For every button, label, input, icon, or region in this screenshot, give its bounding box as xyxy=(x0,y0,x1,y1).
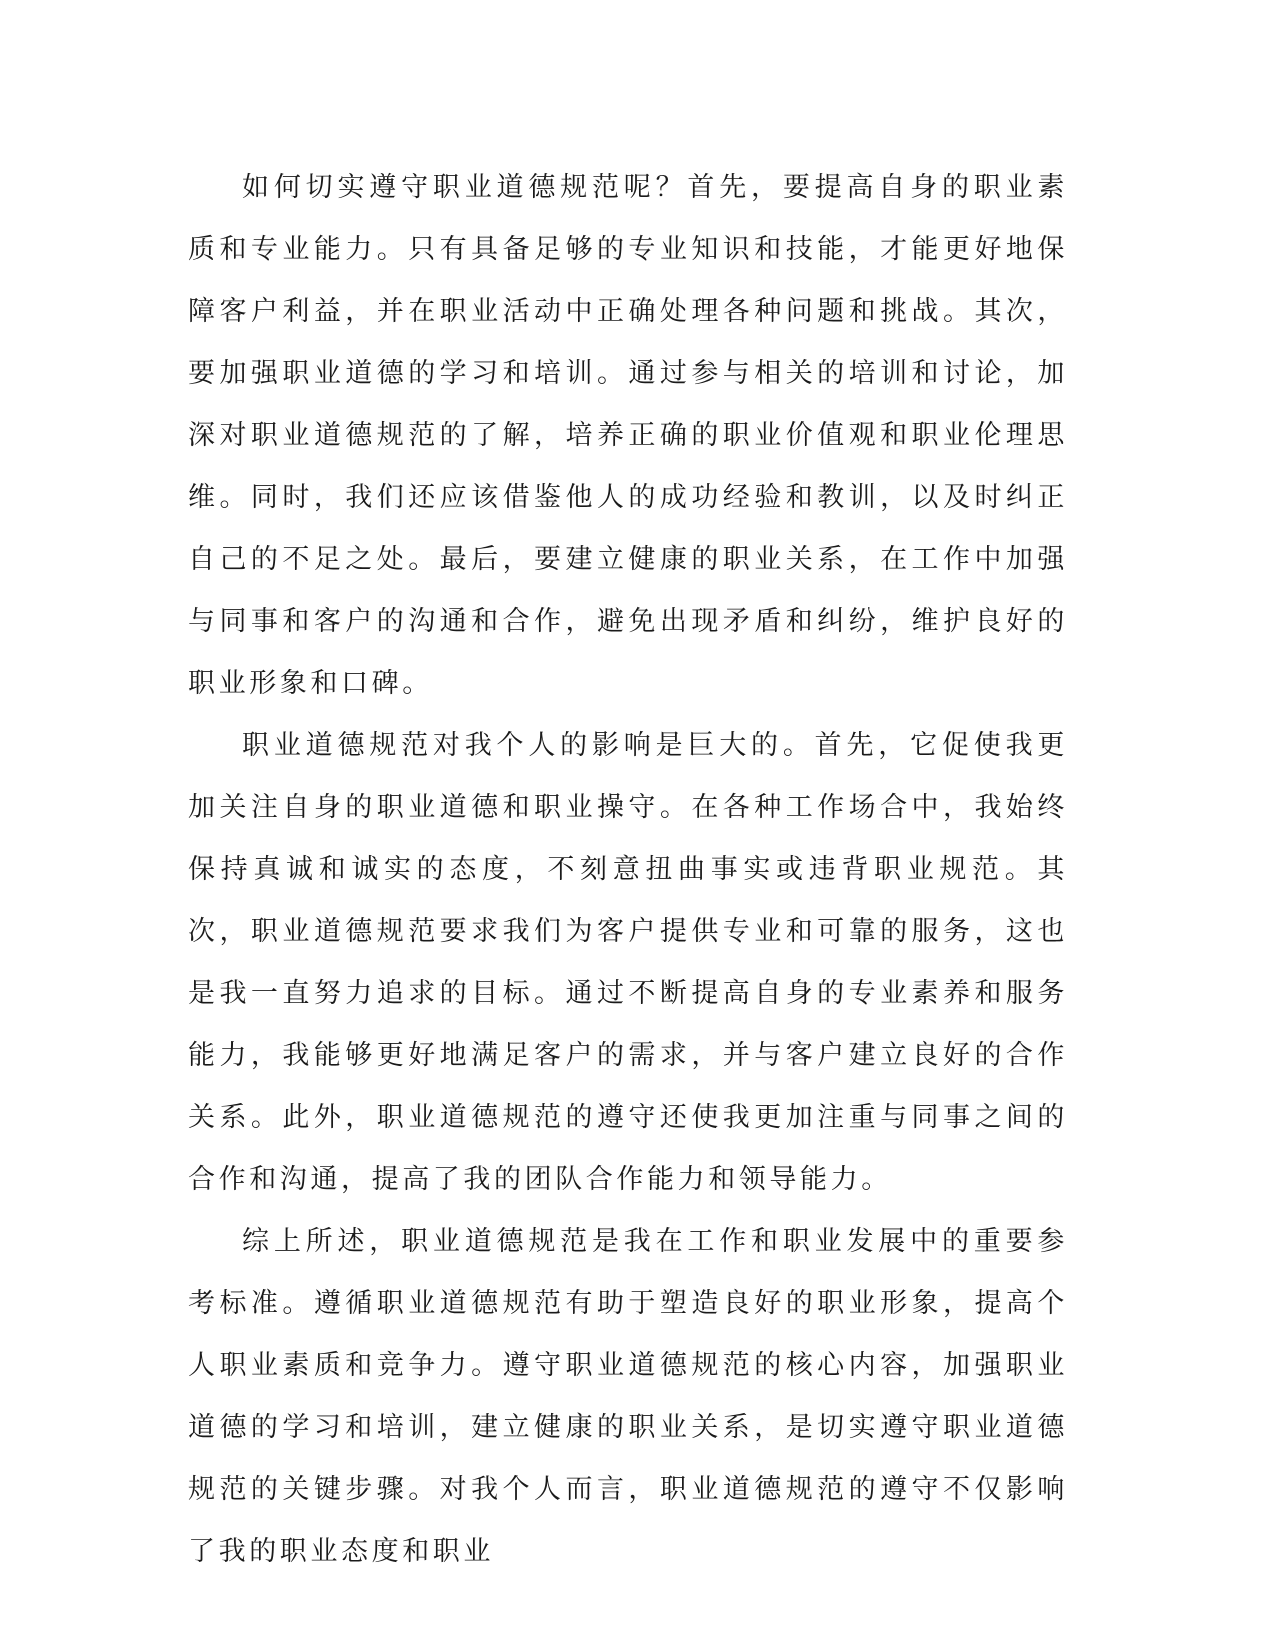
document-body xyxy=(188,157,1068,1583)
paragraph-conclusion: 综上所述，职业道德规范是我在工作和职业发展中的重要参考标准。遵循职业道德规范有助于塑造良好的职业形象，提高个人职业素质和竞争力。遵守职业道德规范的核心内容，加强职业道德的学习和培训，建立健康的职业关系，是切实遵守职业道德规范的关键步骤。对我个人而言，职业道德规范的遵守不仅影响了我的职业态度和职业 xyxy=(188,1226,1068,1567)
paragraph-personal-impact: 职业道德规范对我个人的影响是巨大的。首先，它促使我更加关注自身的职业道德和职业操守。在各种工作场合中，我始终保持真诚和诚实的态度，不刻意扭曲事实或违背职业规范。其次，职业道德规范要求我们为客户提供专业和可靠的服务，这也是我一直努力追求的目标。通过不断提高自身的专业素养和服务能力，我能够更好地满足客户的需求，并与客户建立良好的合作关系。此外，职业道德规范的遵守还使我更加注重与同事之间的合作和沟通，提高了我的团队合作能力和领导能力。 xyxy=(188,730,1068,1195)
paragraph-career-ethics-practice: 如何切实遵守职业道德规范呢？首先，要提高自身的职业素质和专业能力。只有具备足够的专业知识和技能，才能更好地保障客户利益，并在职业活动中正确处理各种问题和挑战。其次，要加强职业道德的学习和培训。通过参与相关的培训和讨论，加深对职业道德规范的了解，培养正确的职业价值观和职业伦理思维。同时，我们还应该借鉴他人的成功经验和教训，以及时纠正自己的不足之处。最后，要建立健康的职业关系，在工作中加强与同事和客户的沟通和合作，避免出现矛盾和纠纷，维护良好的职业形象和口碑。 xyxy=(188,172,1068,699)
